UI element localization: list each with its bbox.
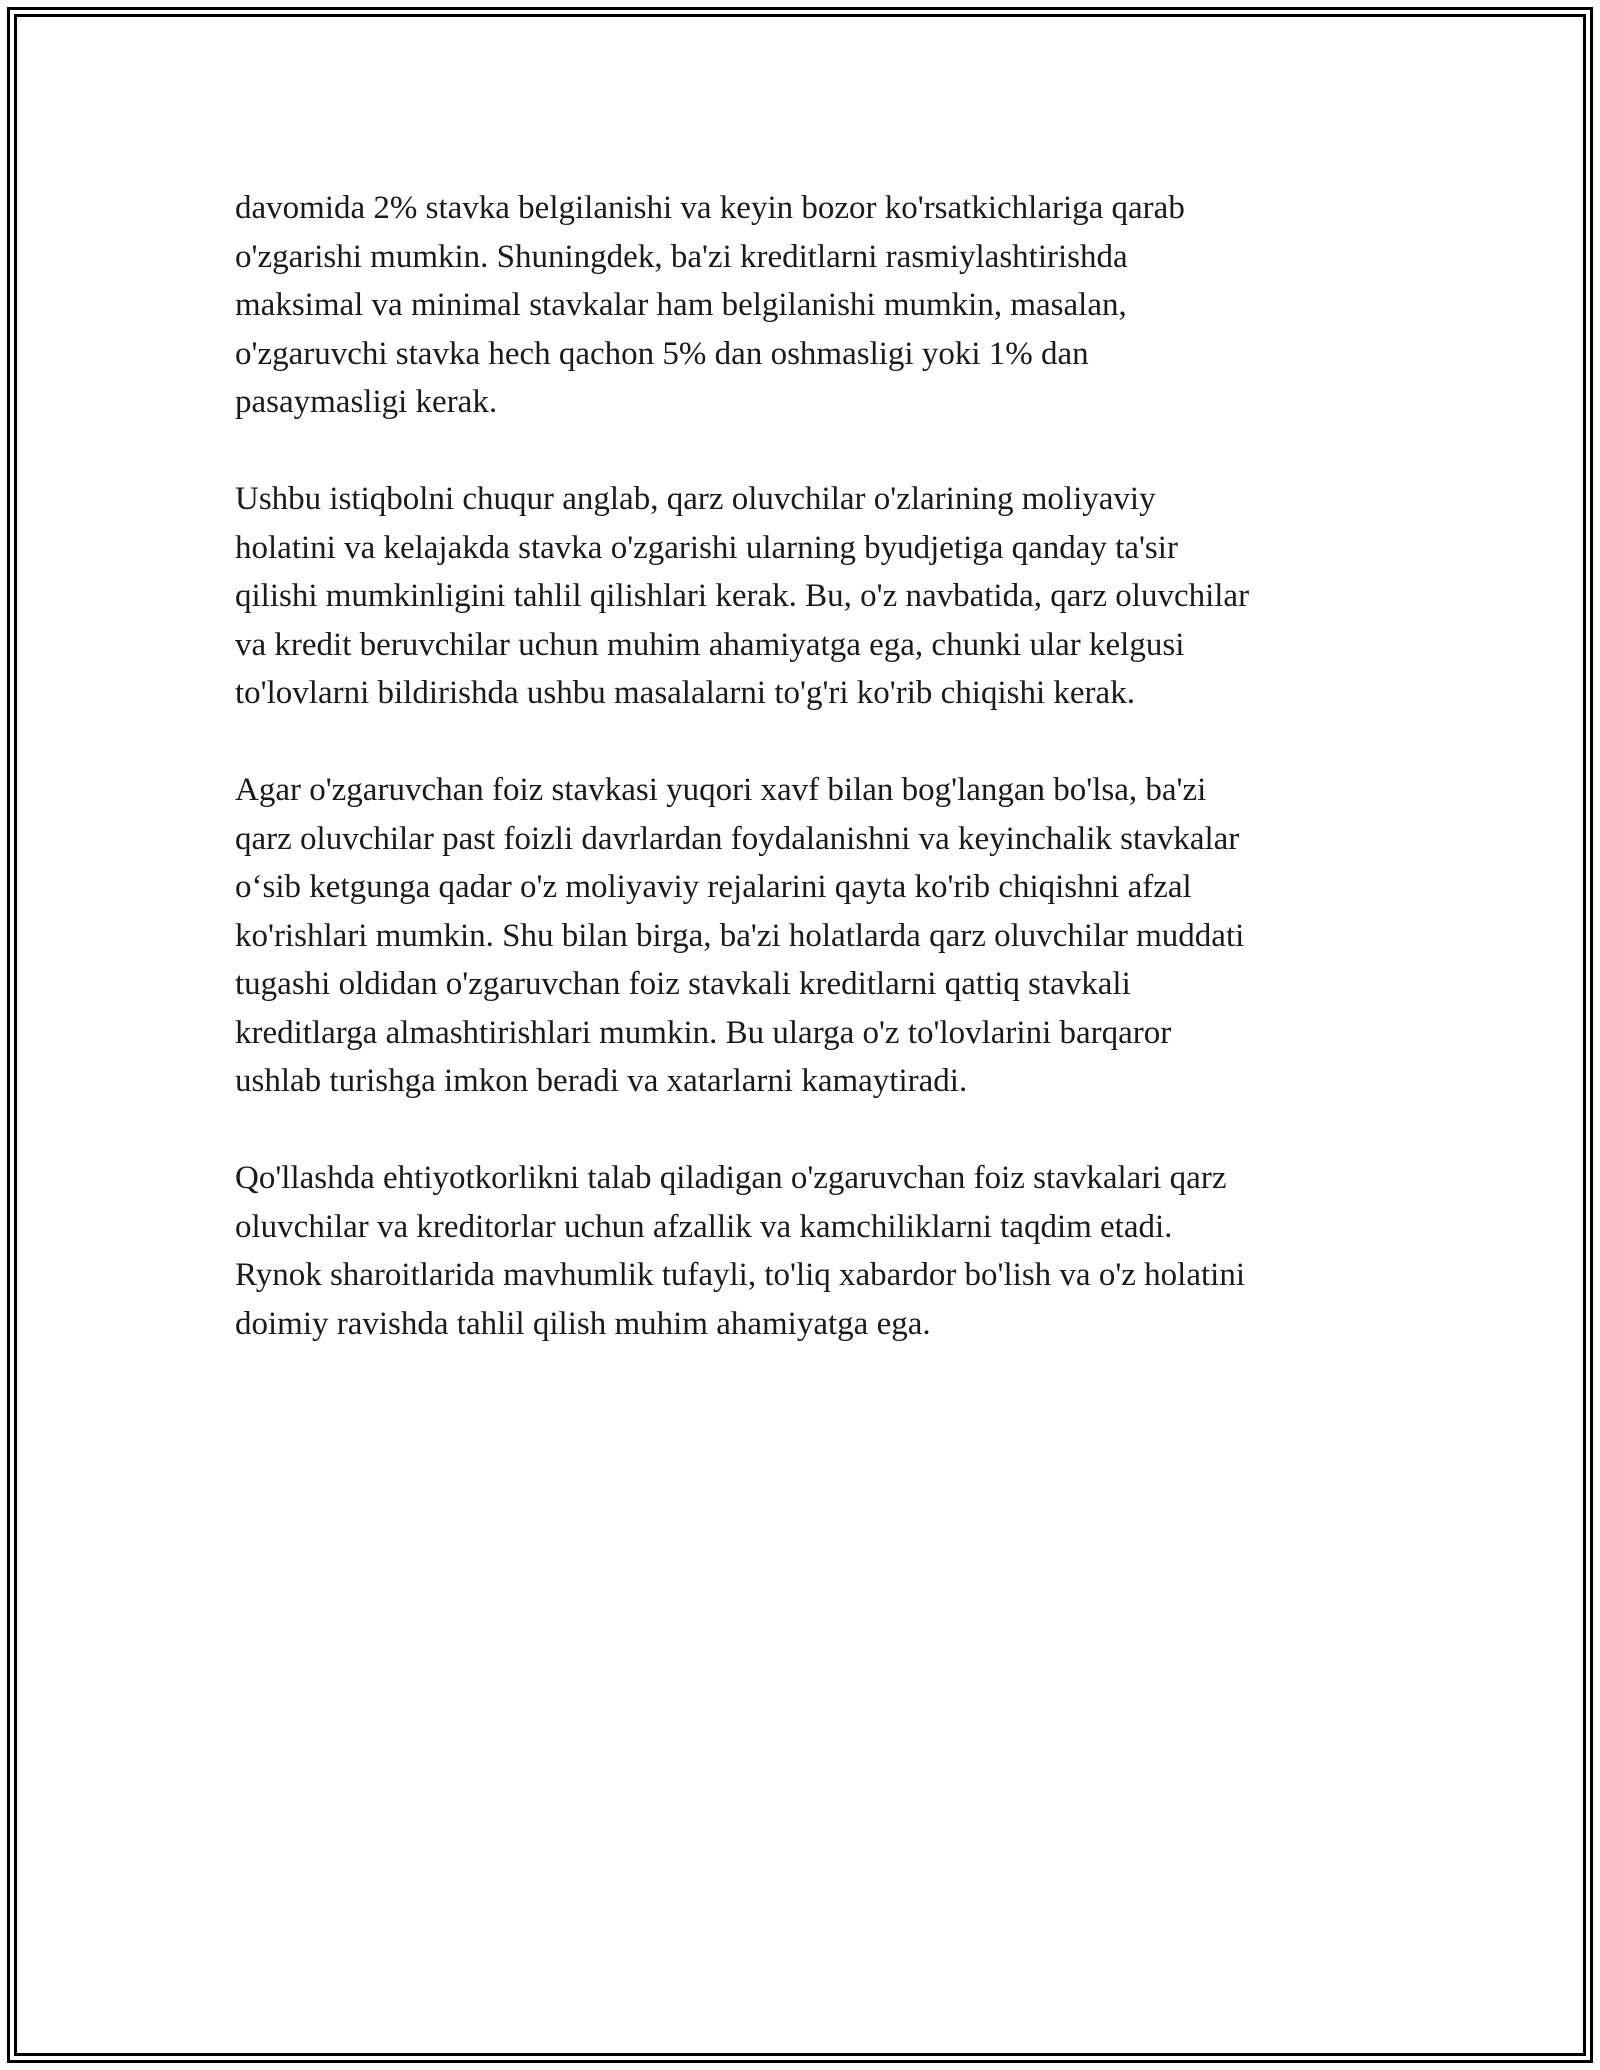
paragraph-1: davomida 2% stavka belgilanishi va keyin bozor ko'rsatkichlariga qarab o'zgarishi mumkin. Shuningdek, ba'zi kreditlarni rasmiylashtirishda maksimal va minimal stavkalar ham belgilanishi mumkin, masalan, o'zgaruvchi stavka hech qachon 5% dan oshmasligi yoki 1% dan pasaymasligi kerak. — [235, 190, 1185, 420]
document-body — [235, 184, 1375, 1397]
paragraph-3: Agar o'zgaruvchan foiz stavkasi yuqori xavf bilan bog'langan bo'lsa, ba'zi qarz oluvchilar past foizli davrlardan foydalanishni va keyinchalik stavkalar o‘sib ketgunga qadar o'z moliyaviy rejalarini qayta ko'rib chiqishni afzal ko'rishlari mumkin. Shu bilan birga, ba'zi holatlarda qarz oluvchilar muddati tugashi oldidan o'zgaruvchan foiz stavkali kreditlarni qattiq stavkali kreditlarga almashtirishlari mumkin. Bu ularga o'z to'lovlarini barqaror ushlab turishga imkon beradi va xatarlarni kamaytiradi. — [235, 772, 1245, 1099]
paragraph-2: Ushbu istiqbolni chuqur anglab, qarz oluvchilar o'zlarining moliyaviy holatini va kelajakda stavka o'zgarishi ularning byudjetiga qanday ta'sir qilishi mumkinligini tahlil qilishlari kerak. Bu, o'z navbatida, qarz oluvchilar va kredit beruvchilar uchun muhim ahamiyatga ega, chunki ular kelgusi to'lovlarni bildirishda ushbu masalalarni to'g'ri ko'rib chiqishi kerak. — [235, 481, 1250, 711]
paragraph-4: Qo'llashda ehtiyotkorlikni talab qiladigan o'zgaruvchan foiz stavkalari qarz oluvchilar va kreditorlar uchun afzallik va kamchiliklarni taqdim etadi. Rynok sharoitlarida mavhumlik tufayli, to'liq xabardor bo'lish va o'z holatini doimiy ravishda tahlil qilish muhim ahamiyatga ega. — [235, 1160, 1245, 1342]
